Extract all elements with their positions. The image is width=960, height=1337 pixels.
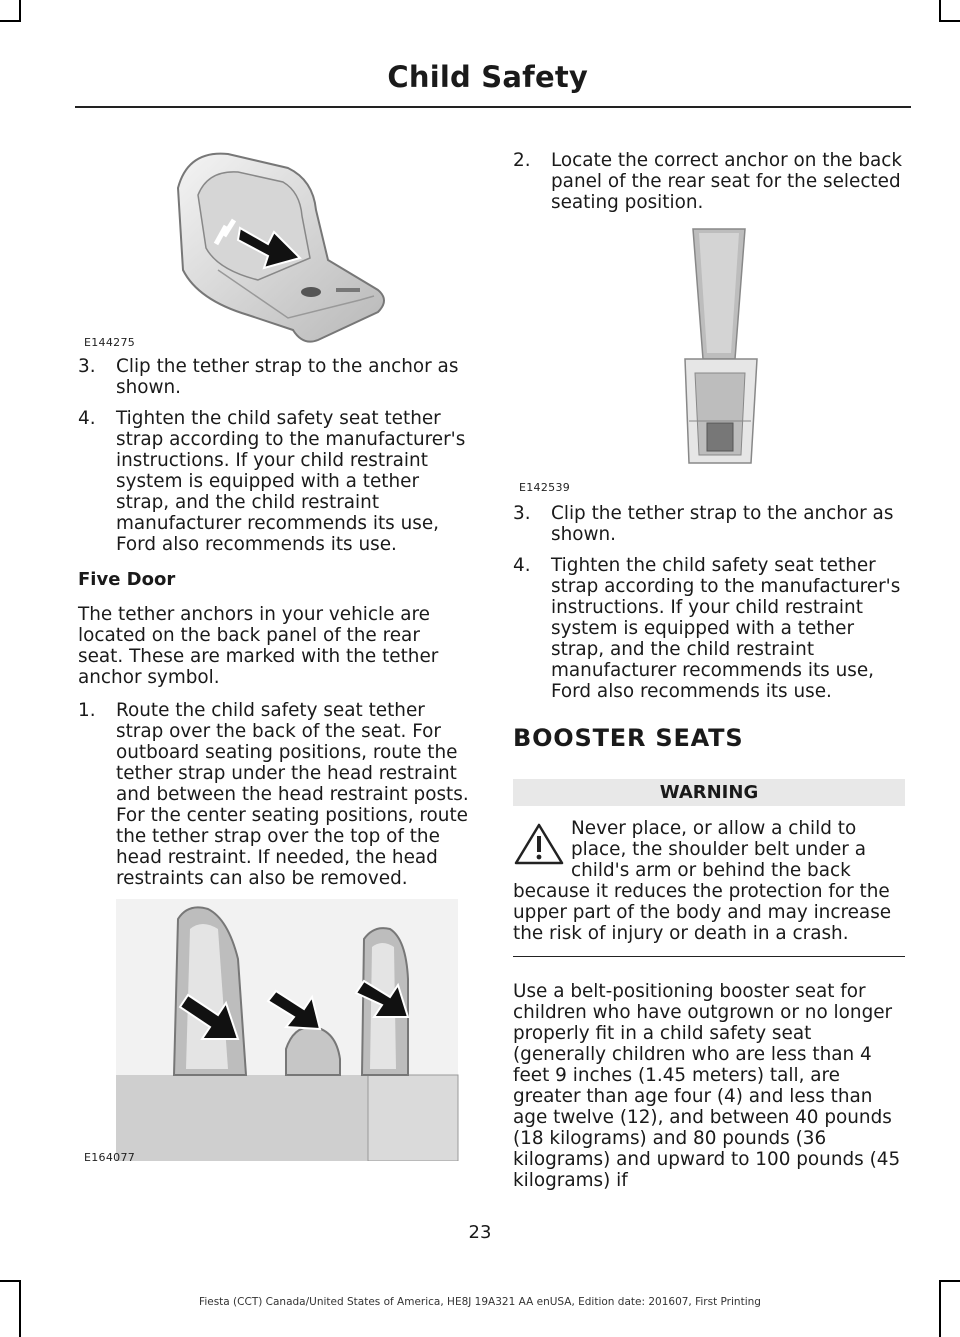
section-heading: BOOSTER SEATS <box>513 724 744 752</box>
steps-list <box>513 150 905 213</box>
figure-code: E142539 <box>519 481 571 494</box>
step-text: Clip the tether strap to the anchor as shown. <box>551 503 894 545</box>
list-item <box>513 503 905 545</box>
list-item <box>78 356 470 398</box>
right-column <box>513 150 905 1203</box>
subheading: Five Door <box>78 569 176 590</box>
page-number: 23 <box>468 1222 492 1243</box>
warning-box <box>513 818 905 957</box>
steps-list <box>78 700 470 889</box>
steps-list <box>513 503 905 702</box>
anchor-buckle-figure <box>513 223 905 493</box>
step-number: 4. <box>513 555 531 576</box>
list-item <box>513 150 905 213</box>
tether-anchor-figure <box>78 140 470 348</box>
tether-anchor-illustration <box>78 140 470 348</box>
step-text: Tighten the child safety seat tether strap according to the manufacturer's instructions. If your child restraint system is equipped with a tether strap, and the child restraint manufacturer recommends its use, Ford also recommends its use. <box>551 555 901 702</box>
step-number: 3. <box>78 356 96 377</box>
step-text: Locate the correct anchor on the back panel of the rear seat for the selected seating position. <box>551 150 903 213</box>
step-number: 2. <box>513 150 531 171</box>
list-item <box>78 700 470 889</box>
page-title: Child Safety <box>387 60 588 94</box>
anchor-buckle-illustration <box>513 223 905 493</box>
head-restraints-illustration <box>78 899 470 1161</box>
crop-mark <box>19 1280 21 1337</box>
step-text: Clip the tether strap to the anchor as shown. <box>116 356 459 398</box>
crop-mark <box>19 0 21 22</box>
figure-code: E144275 <box>84 336 136 349</box>
step-number: 1. <box>78 700 96 721</box>
crop-mark <box>939 1280 960 1282</box>
left-column <box>78 140 470 1164</box>
warning-triangle-icon <box>513 822 565 866</box>
step-number: 3. <box>513 503 531 524</box>
body-paragraph: The tether anchors in your vehicle are located on the back panel of the rear seat. These are marked with the tether anchor symbol. <box>78 604 439 688</box>
figure-code: E164077 <box>84 1151 136 1164</box>
step-text: Route the child safety seat tether strap over the back of the seat. For outboard seating positions, route the tether strap under the head restraint and between the head restraint posts. For the center seating positions, route the tether strap over the top of the head restraint. If needed, the head restraints can also be removed. <box>116 700 469 889</box>
crop-mark <box>939 20 960 22</box>
list-item <box>513 555 905 702</box>
head-restraint-figure <box>78 899 470 1164</box>
header-divider <box>75 106 911 108</box>
step-number: 4. <box>78 408 96 429</box>
crop-mark <box>939 0 941 22</box>
crop-mark <box>0 20 21 22</box>
warning-text: Never place, or allow a child to place, the shoulder belt under a child's arm or behind the back because it reduces the protection for the upper part of the body and may increase the risk of injury or death in a crash. <box>513 818 892 944</box>
crop-mark <box>939 1280 941 1337</box>
edition-info: Fiesta (CCT) Canada/United States of America, HE8J 19A321 AA enUSA, Edition date: 201607, First Printing <box>199 1296 761 1308</box>
steps-list <box>78 356 470 555</box>
crop-mark <box>0 1280 21 1282</box>
step-text: Tighten the child safety seat tether strap according to the manufacturer's instructions. If your child restraint system is equipped with a tether strap, and the child restraint manufacturer recommends its use, Ford also recommends its use. <box>116 408 466 555</box>
list-item <box>78 408 470 555</box>
warning-label: WARNING <box>513 779 905 806</box>
body-paragraph: Use a belt-positioning booster seat for children who have outgrown or no longer properly fit in a child safety seat (generally children who are less than 4 feet 9 inches (1.45 meters) tall, are greater than age four (4) and less than age twelve (12), and between 40 pounds (18 kilograms) and 80 pounds (36 kilograms) and upward to 100 pounds (45 kilograms) if <box>513 981 901 1191</box>
